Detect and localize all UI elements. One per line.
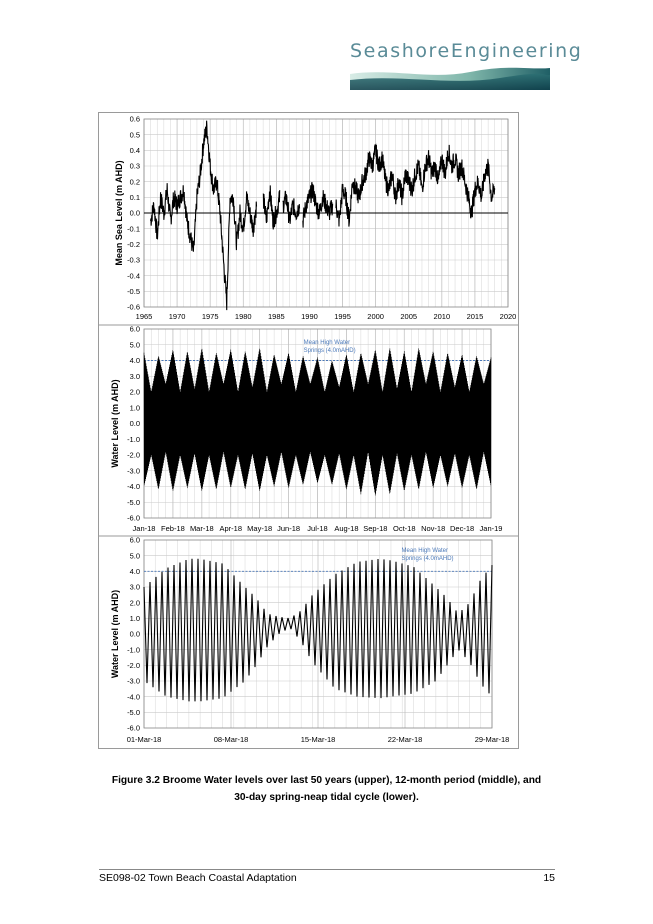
- water-level-charts: [98, 112, 519, 749]
- mhws-annotation-line-1: Mean High Water: [303, 340, 351, 346]
- x-tick-label: 1995: [334, 312, 351, 321]
- footer-divider: [99, 869, 555, 870]
- y-tick-label: -3.0: [127, 466, 140, 476]
- x-tick-label: Apr-18: [219, 524, 243, 533]
- y-tick-label: -2.0: [127, 450, 140, 460]
- y-tick-label: -5.0: [127, 707, 140, 717]
- mhws-annotation-line-2: Springs (4.0mAHD): [401, 556, 454, 562]
- y-tick-label: -4.0: [127, 482, 140, 492]
- y-tick-label: -4.0: [127, 692, 140, 702]
- y-axis-label: Water Level (m AHD): [110, 589, 120, 679]
- x-tick-label: 15-Mar-18: [300, 735, 336, 744]
- x-tick-label: 1990: [301, 312, 318, 321]
- y-tick-label: 6.0: [129, 324, 140, 334]
- x-tick-label: 01-Mar-18: [126, 735, 162, 744]
- y-tick-label: 0.6: [129, 114, 140, 124]
- y-tick-label: -6.0: [127, 513, 140, 523]
- x-tick-label: Sep-18: [363, 524, 388, 533]
- x-tick-label: 1970: [168, 312, 186, 321]
- y-tick-label: 0.4: [129, 145, 140, 155]
- figure-caption: [60, 772, 593, 806]
- footer-document-title: SE098-02 Town Beach Coastal Adaptation: [99, 872, 297, 884]
- x-tick-label: 2015: [466, 312, 484, 321]
- y-tick-label: -3.0: [127, 676, 140, 686]
- y-tick-label: 5.0: [129, 551, 140, 561]
- mhws-annotation-line-2: Springs (4.0mAHD): [303, 348, 356, 354]
- y-axis-label: Water Level (m AHD): [110, 379, 120, 468]
- logo-text-engineering: Engineering: [450, 40, 583, 62]
- y-tick-label: 0.0: [129, 208, 140, 218]
- x-tick-label: 08-Mar-18: [213, 735, 249, 744]
- y-tick-label: 3.0: [129, 371, 140, 381]
- y-tick-label: 2.0: [129, 387, 140, 397]
- x-tick-label: 22-Mar-18: [387, 735, 423, 744]
- logo-text: [350, 40, 582, 62]
- y-tick-label: 0.0: [129, 419, 140, 429]
- logo-text-seashore: Seashore: [350, 40, 451, 62]
- x-tick-label: Jun-18: [277, 524, 301, 533]
- x-tick-label: 2010: [433, 312, 451, 321]
- y-tick-label: -0.5: [127, 286, 140, 296]
- y-tick-label: 0.1: [129, 192, 140, 202]
- y-tick-label: -0.4: [127, 271, 140, 281]
- y-tick-label: -6.0: [127, 723, 140, 733]
- caption-line-2: 30-day spring-neap tidal cycle (lower).: [234, 792, 419, 803]
- y-tick-label: 0.0: [129, 629, 140, 639]
- water-level-figure: [98, 112, 519, 749]
- y-tick-label: 0.2: [129, 177, 140, 187]
- y-tick-label: 3.0: [129, 582, 140, 592]
- y-tick-label: 0.3: [129, 161, 140, 171]
- y-tick-label: -1.0: [127, 645, 140, 655]
- x-tick-label: Jan-18: [132, 524, 156, 533]
- x-tick-label: 2020: [499, 312, 517, 321]
- x-tick-label: 1985: [268, 312, 285, 321]
- x-tick-label: Mar-18: [189, 524, 214, 533]
- x-tick-label: 1975: [201, 312, 219, 321]
- x-tick-label: Jan-19: [479, 524, 503, 533]
- y-tick-label: -2.0: [127, 660, 140, 670]
- x-tick-label: 2000: [367, 312, 384, 321]
- x-tick-label: 1965: [135, 312, 153, 321]
- logo-wave-graphic: [350, 66, 550, 90]
- x-tick-label: Feb-18: [161, 524, 185, 533]
- y-tick-label: 6.0: [129, 535, 140, 545]
- y-tick-label: 0.5: [129, 130, 140, 140]
- y-tick-label: 2.0: [129, 598, 140, 608]
- x-tick-label: 2005: [400, 312, 418, 321]
- y-tick-label: -0.2: [127, 239, 140, 249]
- y-tick-label: -0.1: [127, 224, 140, 234]
- y-tick-label: 4.0: [129, 566, 140, 576]
- y-tick-label: 5.0: [129, 340, 140, 350]
- y-tick-label: -5.0: [127, 497, 140, 507]
- y-tick-label: 4.0: [129, 356, 140, 366]
- x-tick-label: 1980: [234, 312, 252, 321]
- page-number: 15: [543, 872, 555, 884]
- y-tick-label: 1.0: [129, 403, 140, 413]
- x-tick-label: Dec-18: [449, 524, 475, 533]
- y-tick-label: -0.3: [127, 255, 140, 265]
- x-tick-label: 29-Mar-18: [474, 735, 510, 744]
- x-tick-label: Aug-18: [334, 524, 359, 533]
- y-axis-label: Mean Sea Level (m AHD): [114, 160, 124, 266]
- y-tick-label: -1.0: [127, 434, 140, 444]
- caption-line-1: Figure 3.2 Broome Water levels over last 50 years (upper), 12-month period (middle), and: [111, 775, 542, 786]
- mhws-annotation-line-1: Mean High Water: [401, 548, 448, 554]
- y-tick-label: -0.6: [127, 302, 140, 312]
- x-tick-label: May-18: [247, 524, 273, 533]
- x-tick-label: Oct-18: [392, 524, 416, 533]
- x-tick-label: Nov-18: [421, 524, 446, 533]
- seashore-engineering-logo: [350, 40, 583, 90]
- y-tick-label: 1.0: [129, 613, 140, 623]
- x-tick-label: Jul-18: [307, 524, 328, 533]
